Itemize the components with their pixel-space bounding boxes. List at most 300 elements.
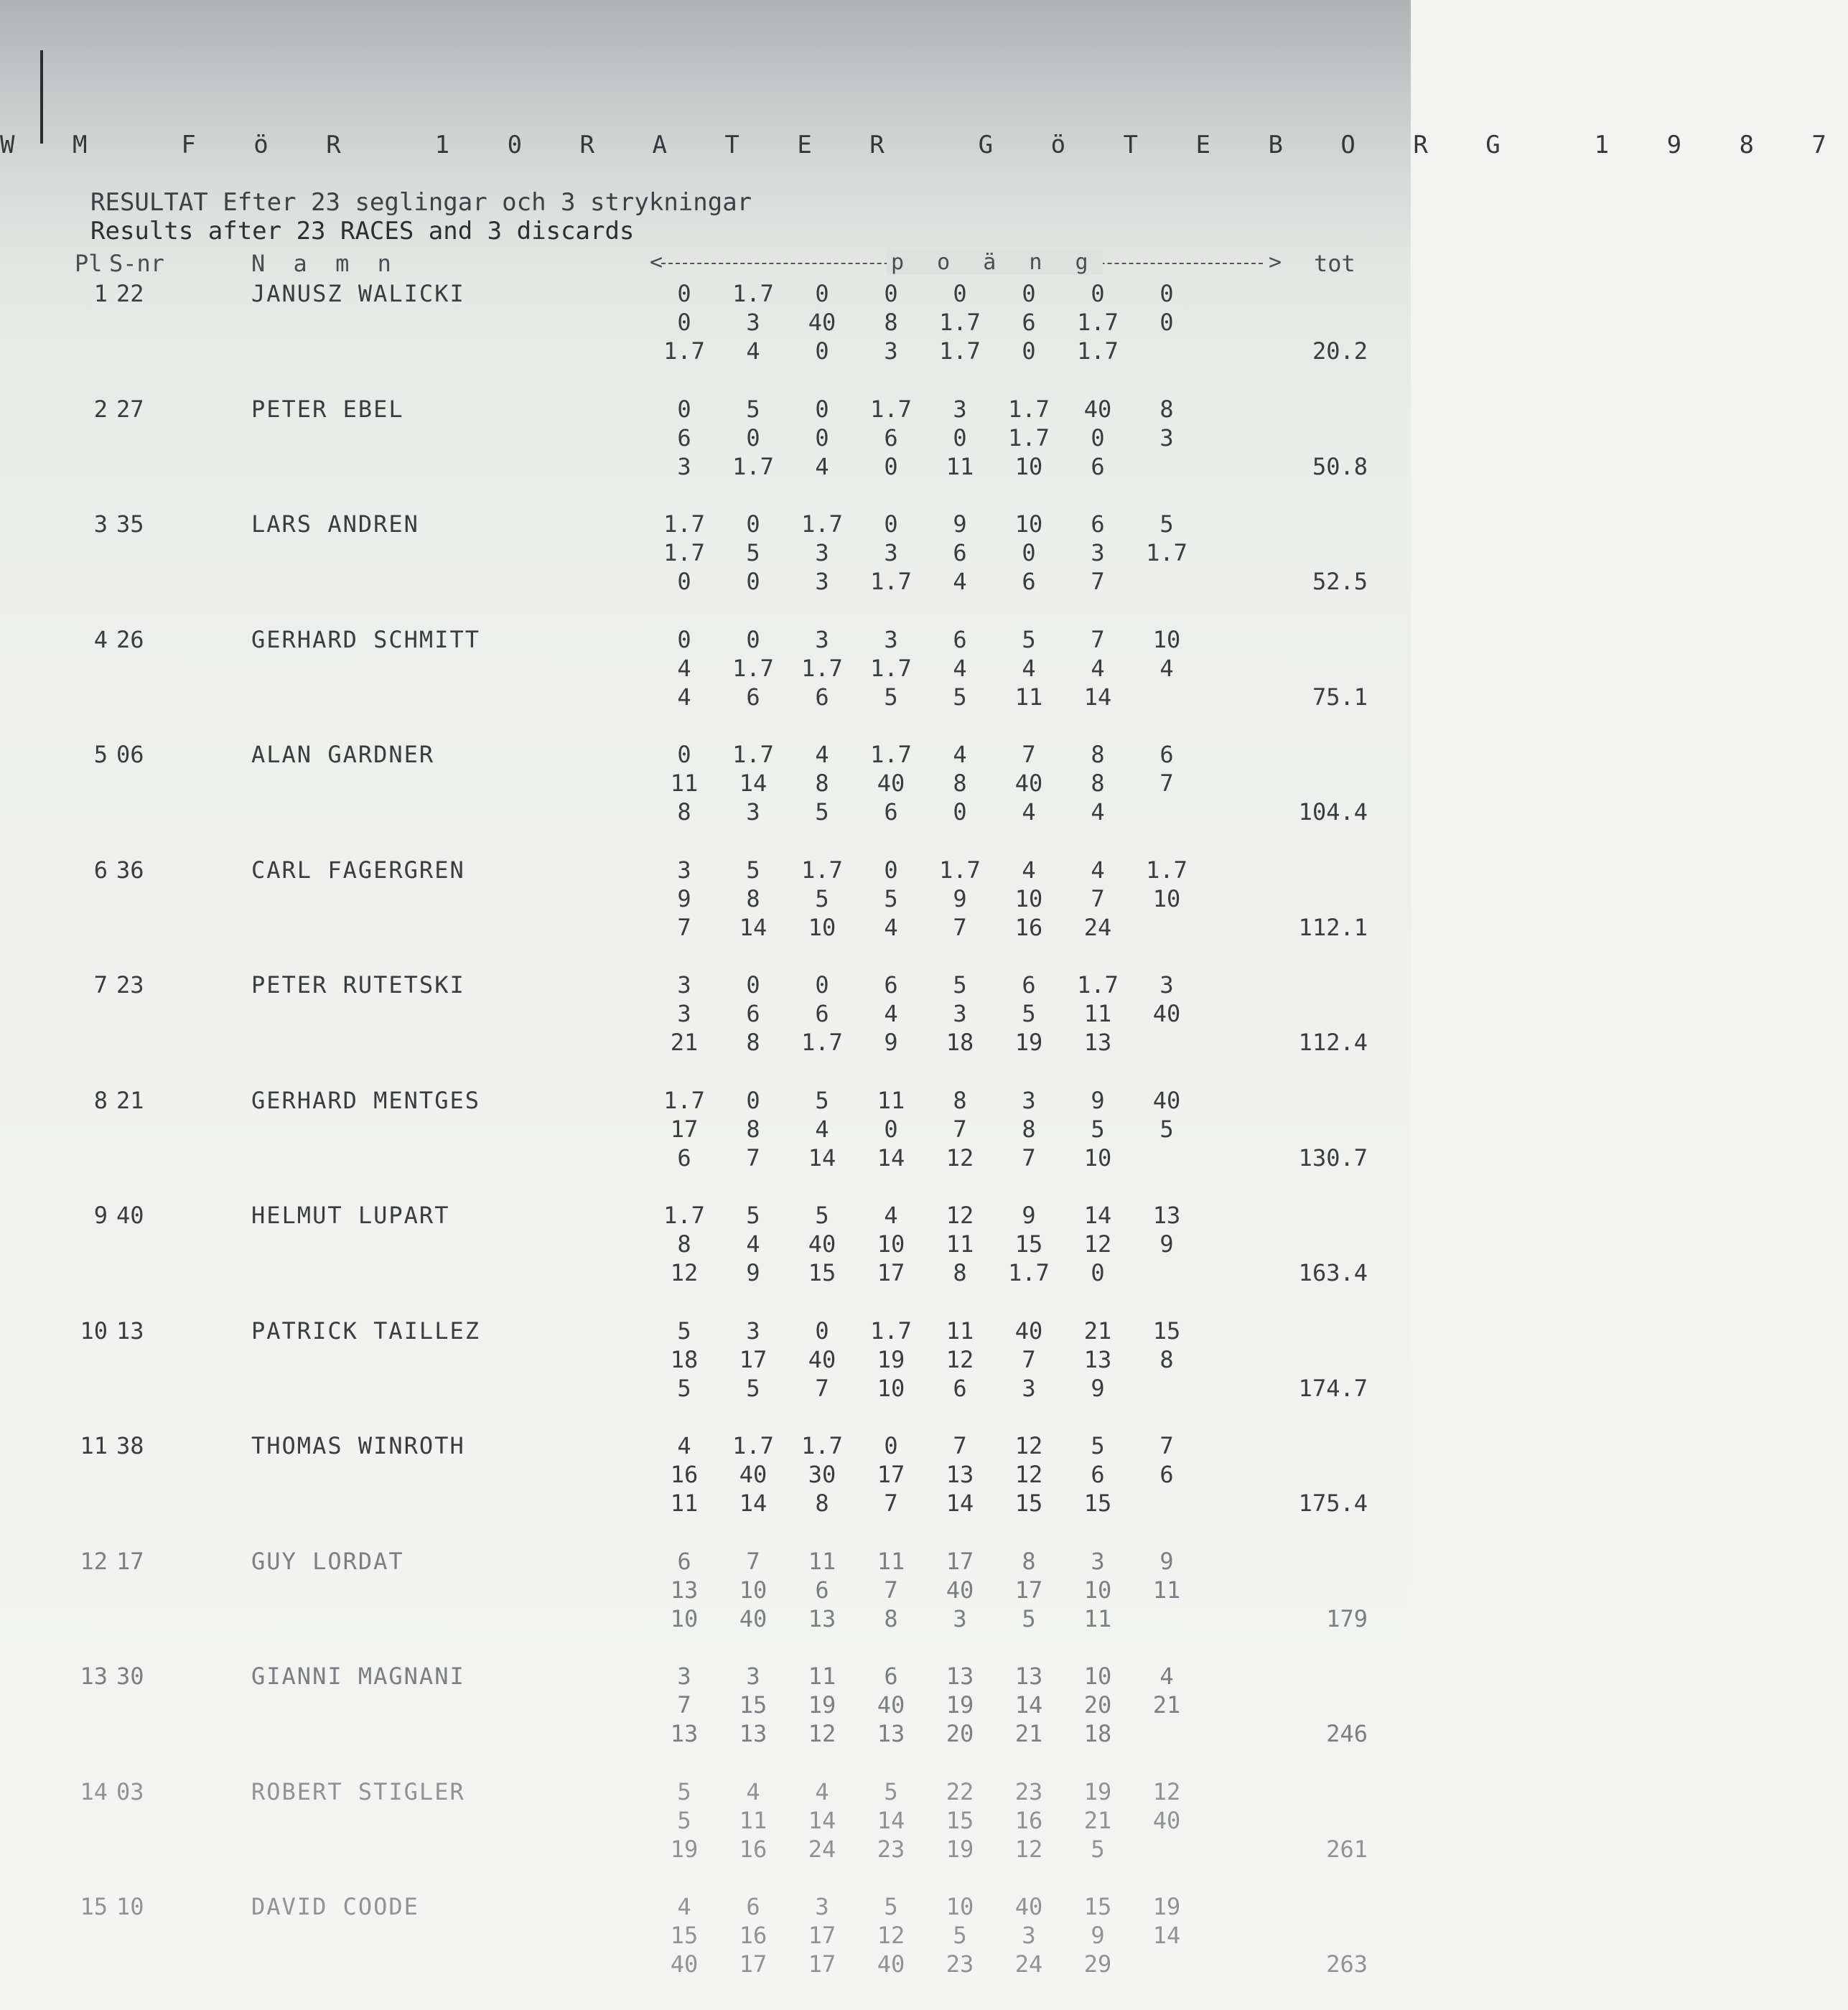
score-cell: 10 <box>739 1576 767 1604</box>
score-row <box>650 1432 1195 1461</box>
entry-total: 75.1 <box>1312 683 1368 711</box>
score-cell: 6 <box>677 424 691 452</box>
score-cell: 40 <box>670 1950 699 1978</box>
score-cell: 8 <box>1022 1116 1036 1143</box>
arrow-right-icon: > <box>1268 250 1282 275</box>
score-cell: 14 <box>739 1490 767 1517</box>
score-cell: 40 <box>1152 1807 1181 1834</box>
score-cell: 1.7 <box>732 1432 774 1459</box>
score-cell: 0 <box>1091 1259 1105 1286</box>
score-cell: 3 <box>1022 1087 1036 1114</box>
score-cell: 3 <box>677 453 691 480</box>
score-cell: 1.7 <box>939 309 981 336</box>
score-cell: 6 <box>953 626 967 653</box>
score-cell: 0 <box>677 396 691 423</box>
score-row <box>650 1778 1195 1807</box>
score-cell: 11 <box>739 1807 767 1834</box>
score-row <box>650 655 1195 683</box>
score-cell: 4 <box>953 655 967 682</box>
entry-place: 11 <box>80 1432 108 1459</box>
entry-sail-number: 30 <box>116 1663 144 1690</box>
score-cell: 8 <box>884 309 898 336</box>
score-cell: 5 <box>1091 1836 1105 1863</box>
score-cell: 1.7 <box>870 396 912 423</box>
score-cell: 14 <box>808 1144 836 1172</box>
score-cell: 9 <box>884 1029 898 1056</box>
result-entry <box>0 280 1411 395</box>
score-cell: 5 <box>746 1375 760 1402</box>
score-row <box>650 798 1195 827</box>
score-cell: 4 <box>1159 1663 1174 1690</box>
score-cell: 19 <box>670 1836 699 1863</box>
score-cell: 13 <box>670 1576 699 1604</box>
score-cell: 11 <box>1083 1605 1112 1632</box>
score-cell: 14 <box>946 1490 974 1517</box>
entry-total: 52.5 <box>1312 568 1368 595</box>
score-cell: 0 <box>1091 424 1105 452</box>
score-cell: 13 <box>1083 1029 1112 1056</box>
score-cell: 13 <box>670 1720 699 1747</box>
score-row <box>650 568 1195 597</box>
score-cell: 4 <box>746 337 760 365</box>
score-cell: 7 <box>677 1691 691 1719</box>
score-cell: 14 <box>1083 683 1112 711</box>
score-cell: 13 <box>946 1461 974 1488</box>
entry-place: 6 <box>93 856 108 884</box>
score-cell: 1.7 <box>732 453 774 480</box>
score-row <box>650 1922 1195 1950</box>
result-entry <box>0 396 1411 510</box>
entry-total: 174.7 <box>1298 1375 1368 1402</box>
score-cell: 5 <box>677 1807 691 1834</box>
score-cell: 8 <box>677 798 691 826</box>
score-cell: 0 <box>884 856 898 884</box>
score-cell: 9 <box>1022 1202 1036 1229</box>
result-entry <box>0 1778 1411 1893</box>
score-cell: 10 <box>1083 1663 1112 1690</box>
score-cell: 6 <box>953 539 967 566</box>
score-cell: 17 <box>739 1346 767 1373</box>
score-cell: 5 <box>953 683 967 711</box>
score-cell: 15 <box>808 1259 836 1286</box>
score-cell: 0 <box>677 280 691 307</box>
score-cell: 3 <box>746 1663 760 1690</box>
score-cell: 21 <box>1152 1691 1181 1719</box>
score-cell: 9 <box>953 885 967 912</box>
score-cell: 7 <box>884 1490 898 1517</box>
score-cell: 0 <box>884 510 898 538</box>
score-cell: 8 <box>953 1087 967 1114</box>
score-cell: 15 <box>1083 1490 1112 1517</box>
score-cell: 40 <box>808 1230 836 1258</box>
score-cell: 7 <box>953 914 967 941</box>
score-cell: 0 <box>746 424 760 452</box>
result-entry <box>0 1087 1411 1202</box>
score-cell: 12 <box>877 1922 905 1949</box>
entry-name: JANUSZ WALICKI <box>251 280 465 307</box>
score-cell: 12 <box>1152 1778 1181 1805</box>
entry-name: GIANNI MAGNANI <box>251 1663 465 1690</box>
score-cell: 5 <box>1159 510 1174 538</box>
entry-total: 263 <box>1326 1950 1368 1978</box>
score-cell: 4 <box>1159 655 1174 682</box>
score-row <box>650 1663 1195 1691</box>
entry-place: 14 <box>80 1778 108 1805</box>
score-cell: 1.7 <box>1008 424 1050 452</box>
score-cell: 4 <box>884 1000 898 1027</box>
score-row <box>650 1605 1195 1634</box>
score-cell: 4 <box>677 1893 691 1920</box>
score-cell: 6 <box>677 1548 691 1575</box>
score-cell: 11 <box>877 1087 905 1114</box>
score-cell: 11 <box>670 770 699 797</box>
score-cell: 0 <box>1022 539 1036 566</box>
score-cell: 0 <box>1091 280 1105 307</box>
score-cell: 14 <box>808 1807 836 1834</box>
score-row <box>650 856 1195 885</box>
score-cell: 19 <box>877 1346 905 1373</box>
score-row <box>650 1317 1195 1346</box>
score-cell: 3 <box>1091 1548 1105 1575</box>
entry-sail-number: 36 <box>116 856 144 884</box>
score-cell: 9 <box>1091 1922 1105 1949</box>
score-cell: 1.7 <box>801 510 843 538</box>
score-cell: 5 <box>815 798 829 826</box>
score-cell: 1.7 <box>732 280 774 307</box>
score-row <box>650 1029 1195 1057</box>
score-row <box>650 683 1195 712</box>
score-cell: 14 <box>1083 1202 1112 1229</box>
score-row <box>650 885 1195 914</box>
score-cell: 24 <box>1083 914 1112 941</box>
score-cell: 21 <box>1083 1807 1112 1834</box>
score-row <box>650 1893 1195 1922</box>
score-cell: 0 <box>815 424 829 452</box>
score-cell: 11 <box>1014 683 1043 711</box>
score-cell: 24 <box>1014 1950 1043 1978</box>
score-row <box>650 1202 1195 1230</box>
score-cell: 7 <box>677 914 691 941</box>
score-cell: 6 <box>953 1375 967 1402</box>
score-cell: 12 <box>946 1202 974 1229</box>
score-cell: 11 <box>1152 1576 1181 1604</box>
entry-place: 4 <box>93 626 108 653</box>
score-cell: 6 <box>884 971 898 999</box>
score-cell: 3 <box>815 568 829 595</box>
entry-place: 3 <box>93 510 108 538</box>
score-cell: 6 <box>1159 1461 1174 1488</box>
entry-sail-number: 13 <box>116 1317 144 1345</box>
score-cell: 15 <box>1014 1490 1043 1517</box>
entry-name: GERHARD MENTGES <box>251 1087 480 1114</box>
score-cell: 1.7 <box>801 856 843 884</box>
result-entry <box>0 510 1411 625</box>
score-cell: 9 <box>746 1259 760 1286</box>
score-cell: 40 <box>877 770 905 797</box>
score-cell: 10 <box>670 1605 699 1632</box>
score-cell: 20 <box>946 1720 974 1747</box>
score-cell: 4 <box>1022 798 1036 826</box>
score-cell: 1.7 <box>870 1317 912 1345</box>
score-cell: 14 <box>1152 1922 1181 1949</box>
score-cell: 12 <box>946 1346 974 1373</box>
entry-total: 112.4 <box>1298 1029 1368 1056</box>
score-cell: 4 <box>1022 655 1036 682</box>
score-cell: 3 <box>746 1317 760 1345</box>
header-name: N a m n <box>251 250 398 277</box>
score-cell: 0 <box>884 280 898 307</box>
score-cell: 1.7 <box>663 337 705 365</box>
score-cell: 0 <box>746 1087 760 1114</box>
score-cell: 12 <box>1014 1432 1043 1459</box>
score-row <box>650 1116 1195 1144</box>
result-entry <box>0 1548 1411 1663</box>
result-entry <box>0 626 1411 741</box>
score-cell: 22 <box>946 1778 974 1805</box>
score-cell: 16 <box>1014 1807 1043 1834</box>
score-cell: 1.7 <box>1008 1259 1050 1286</box>
page-title: W M F ö R 1 0 R A T E R G ö T E B O R G 1 9 8 7 <box>0 131 1848 159</box>
score-cell: 4 <box>953 568 967 595</box>
score-cell: 7 <box>1022 1144 1036 1172</box>
score-cell: 1.7 <box>1008 396 1050 423</box>
score-cell: 17 <box>808 1922 836 1949</box>
score-cell: 8 <box>1091 741 1105 768</box>
score-row <box>650 1576 1195 1605</box>
score-cell: 10 <box>1083 1144 1112 1172</box>
score-cell: 1.7 <box>870 568 912 595</box>
score-cell: 4 <box>1022 856 1036 884</box>
score-cell: 4 <box>815 453 829 480</box>
entry-sail-number: 23 <box>116 971 144 999</box>
score-cell: 18 <box>1083 1720 1112 1747</box>
score-cell: 12 <box>946 1144 974 1172</box>
score-cell: 3 <box>815 626 829 653</box>
score-cell: 14 <box>877 1144 905 1172</box>
score-cell: 10 <box>808 914 836 941</box>
score-cell: 4 <box>884 1202 898 1229</box>
score-row <box>650 770 1195 798</box>
score-cell: 15 <box>1152 1317 1181 1345</box>
score-row <box>650 1490 1195 1518</box>
score-cell: 9 <box>1091 1087 1105 1114</box>
score-cell: 3 <box>884 337 898 365</box>
score-cell: 5 <box>884 1893 898 1920</box>
score-cell: 5 <box>1091 1116 1105 1143</box>
score-cell: 8 <box>1022 1548 1036 1575</box>
score-cell: 0 <box>746 568 760 595</box>
score-cell: 0 <box>746 626 760 653</box>
score-cell: 1.7 <box>732 655 774 682</box>
score-cell: 16 <box>739 1922 767 1949</box>
entry-total: 104.4 <box>1298 798 1368 826</box>
score-cell: 6 <box>1091 1461 1105 1488</box>
score-cell: 0 <box>815 337 829 365</box>
entry-total: 163.4 <box>1298 1259 1368 1286</box>
score-cell: 1.7 <box>663 510 705 538</box>
score-cell: 13 <box>1083 1346 1112 1373</box>
score-cell: 6 <box>1022 309 1036 336</box>
score-cell: 3 <box>1159 424 1174 452</box>
score-cell: 0 <box>815 280 829 307</box>
entry-total: 20.2 <box>1312 337 1368 365</box>
entry-name: GUY LORDAT <box>251 1548 404 1575</box>
score-cell: 40 <box>1083 396 1112 423</box>
score-row <box>650 1375 1195 1403</box>
arrow-left-icon: < <box>650 250 663 275</box>
score-cell: 15 <box>1014 1230 1043 1258</box>
entry-sail-number: 21 <box>116 1087 144 1114</box>
entry-sail-number: 38 <box>116 1432 144 1459</box>
score-cell: 40 <box>808 309 836 336</box>
score-row <box>650 1807 1195 1836</box>
score-cell: 1.7 <box>663 1087 705 1114</box>
score-cell: 10 <box>1014 453 1043 480</box>
score-cell: 7 <box>746 1144 760 1172</box>
score-cell: 17 <box>877 1259 905 1286</box>
score-cell: 19 <box>808 1691 836 1719</box>
score-row <box>650 510 1195 539</box>
score-cell: 10 <box>1152 626 1181 653</box>
score-row <box>650 971 1195 1000</box>
score-cell: 0 <box>1022 280 1036 307</box>
score-row <box>650 280 1195 309</box>
score-cell: 5 <box>884 1778 898 1805</box>
score-row <box>650 1950 1195 1979</box>
score-row <box>650 396 1195 424</box>
score-cell: 5 <box>815 885 829 912</box>
score-cell: 19 <box>1014 1029 1043 1056</box>
score-cell: 5 <box>746 856 760 884</box>
score-cell: 0 <box>677 741 691 768</box>
score-cell: 0 <box>953 798 967 826</box>
score-cell: 1.7 <box>1146 539 1187 566</box>
score-cell: 3 <box>953 1605 967 1632</box>
score-cell: 6 <box>1022 568 1036 595</box>
score-row <box>650 1087 1195 1116</box>
entry-sail-number: 35 <box>116 510 144 538</box>
score-cell: 6 <box>884 424 898 452</box>
score-row <box>650 539 1195 568</box>
score-cell: 3 <box>1022 1922 1036 1949</box>
score-cell: 1.7 <box>801 655 843 682</box>
score-cell: 40 <box>946 1576 974 1604</box>
entry-name: CARL FAGERGREN <box>251 856 465 884</box>
entry-place: 15 <box>80 1893 108 1920</box>
score-cell: 15 <box>670 1922 699 1949</box>
score-cell: 7 <box>1091 568 1105 595</box>
score-cell: 5 <box>953 971 967 999</box>
score-cell: 7 <box>953 1432 967 1459</box>
score-row <box>650 1548 1195 1576</box>
score-cell: 3 <box>815 539 829 566</box>
score-cell: 11 <box>1083 1000 1112 1027</box>
score-cell: 13 <box>1014 1663 1043 1690</box>
score-cell: 17 <box>877 1461 905 1488</box>
score-cell: 1.7 <box>1077 309 1119 336</box>
score-cell: 0 <box>884 453 898 480</box>
score-cell: 11 <box>808 1548 836 1575</box>
score-cell: 5 <box>746 396 760 423</box>
entry-place: 5 <box>93 741 108 768</box>
score-cell: 6 <box>1022 971 1036 999</box>
entry-sail-number: 03 <box>116 1778 144 1805</box>
score-cell: 5 <box>746 539 760 566</box>
score-cell: 6 <box>1159 741 1174 768</box>
score-cell: 0 <box>746 971 760 999</box>
score-row <box>650 741 1195 770</box>
entry-name: GERHARD SCHMITT <box>251 626 480 653</box>
entry-total: 112.1 <box>1298 914 1368 941</box>
score-cell: 7 <box>884 1576 898 1604</box>
score-cell: 0 <box>815 971 829 999</box>
score-cell: 4 <box>746 1230 760 1258</box>
score-cell: 4 <box>815 1116 829 1143</box>
entry-sail-number: 10 <box>116 1893 144 1920</box>
entry-total: 261 <box>1326 1836 1368 1863</box>
score-row <box>650 1461 1195 1490</box>
score-cell: 0 <box>953 280 967 307</box>
score-cell: 6 <box>1091 453 1105 480</box>
score-cell: 8 <box>746 1116 760 1143</box>
score-cell: 9 <box>953 510 967 538</box>
score-cell: 5 <box>884 683 898 711</box>
score-cell: 7 <box>815 1375 829 1402</box>
score-cell: 0 <box>677 626 691 653</box>
score-cell: 1.7 <box>939 856 981 884</box>
score-cell: 3 <box>953 396 967 423</box>
score-cell: 8 <box>953 770 967 797</box>
score-cell: 3 <box>884 539 898 566</box>
score-cell: 17 <box>670 1116 699 1143</box>
score-cell: 17 <box>808 1950 836 1978</box>
score-row <box>650 626 1195 655</box>
score-cell: 10 <box>877 1375 905 1402</box>
score-cell: 10 <box>1014 510 1043 538</box>
score-row <box>650 1144 1195 1173</box>
entry-sail-number: 17 <box>116 1548 144 1575</box>
score-cell: 6 <box>746 1000 760 1027</box>
entry-place: 10 <box>80 1317 108 1345</box>
score-cell: 7 <box>746 1548 760 1575</box>
score-row <box>650 1691 1195 1720</box>
score-cell: 19 <box>1152 1893 1181 1920</box>
score-cell: 30 <box>808 1461 836 1488</box>
score-row <box>650 337 1195 366</box>
score-cell: 1.7 <box>663 1202 705 1229</box>
score-cell: 13 <box>808 1605 836 1632</box>
score-cell: 8 <box>1091 770 1105 797</box>
score-row <box>650 914 1195 943</box>
score-cell: 4 <box>677 683 691 711</box>
entry-name: HELMUT LUPART <box>251 1202 450 1229</box>
score-cell: 0 <box>884 1432 898 1459</box>
score-cell: 4 <box>1091 798 1105 826</box>
score-row <box>650 1346 1195 1375</box>
entry-name: ALAN GARDNER <box>251 741 435 768</box>
score-cell: 11 <box>946 1230 974 1258</box>
score-cell: 0 <box>1159 309 1174 336</box>
score-cell: 19 <box>1083 1778 1112 1805</box>
score-cell: 5 <box>746 1202 760 1229</box>
score-cell: 1.7 <box>870 655 912 682</box>
entry-name: THOMAS WINROTH <box>251 1432 465 1459</box>
score-cell: 5 <box>1091 1432 1105 1459</box>
entry-name: PETER RUTETSKI <box>251 971 465 999</box>
score-cell: 3 <box>815 1893 829 1920</box>
score-cell: 1.7 <box>1146 856 1187 884</box>
score-cell: 4 <box>815 741 829 768</box>
